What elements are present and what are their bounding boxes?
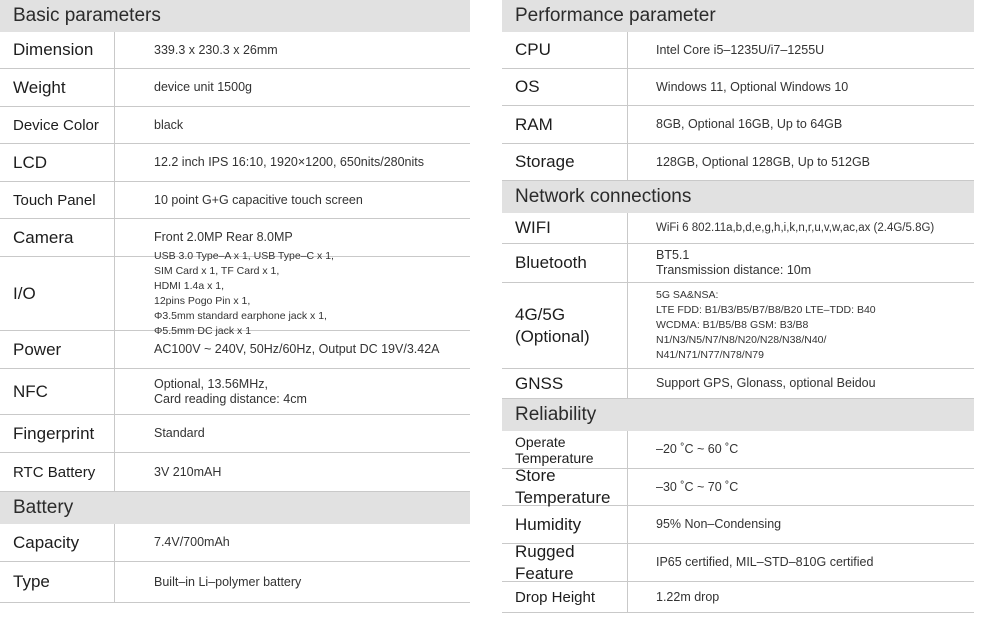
spec-label-line: Power [13,339,62,359]
spec-row [502,369,974,399]
spec-label [0,331,115,368]
spec-value-line: USB 3.0 Type–A x 1, USB Type–C x 1, [154,249,334,262]
spec-value [628,244,811,282]
spec-label [0,562,115,602]
spec-label-line: Temperature [515,488,611,507]
spec-label-line: Feature [515,563,574,583]
spec-value [115,249,334,337]
spec-label-line: CPU [515,40,551,59]
spec-label-line: WIFI [515,218,551,237]
spec-row [502,541,974,583]
spec-label [0,219,115,256]
spec-row [502,213,974,244]
spec-value [628,431,738,468]
spec-label-line: Storage [515,152,575,171]
spec-value [115,69,252,106]
section-header-reliability: Reliability [502,399,974,431]
spec-value [115,562,301,602]
spec-value [628,144,870,180]
spec-label-line: Fingerprint [13,423,95,443]
spec-value-line: 1.22m drop [656,589,720,604]
spec-value-line: Built–in Li–polymer battery [154,574,302,589]
spec-value [628,106,842,143]
spec-label-line: LCD [13,152,48,172]
spec-value-line: 12pins Pogo Pin x 1, [154,294,251,307]
spec-label-line: Capacity [13,532,80,552]
spec-label [502,431,628,468]
spec-value-line: SIM Card x 1, TF Card x 1, [154,264,280,277]
spec-value-line: IP65 certified, MIL–STD–810G certified [656,555,874,569]
spec-row [0,144,470,182]
spec-value [628,544,873,581]
spec-label-line: Humidity [515,514,582,534]
spec-label [502,582,628,612]
spec-label-line: OS [515,77,540,96]
spec-value-line: 95% Non–Condensing [656,517,782,531]
spec-row [502,283,974,369]
spec-label-line: Rugged [515,541,575,561]
section-header-network: Network connections [502,181,974,213]
spec-value [628,506,781,543]
spec-row [502,431,974,469]
section-header-basic: Basic parameters [0,0,470,32]
basic-table [0,32,470,492]
spec-value-line: Φ3.5mm standard earphone jack x 1, [154,309,327,322]
spec-value [115,524,230,561]
spec-label [502,32,628,68]
spec-label [0,107,115,143]
spec-value [115,182,363,218]
spec-label-line: RTC Battery [13,463,96,481]
spec-value [628,69,848,105]
spec-row [0,182,470,219]
spec-value-line: 339.3 x 230.3 x 26mm [154,42,278,57]
spec-label [0,144,115,181]
spec-row [502,582,974,613]
spec-value-line: Optional, 13.56MHz, [154,376,268,391]
spec-label-line: Temperature [515,449,594,466]
spec-label [502,69,628,105]
spec-value-line: HDMI 1.4a x 1, [154,279,225,292]
spec-row [0,331,470,369]
spec-label [502,283,628,368]
network-table [502,213,974,399]
section-header-battery: Battery [0,492,470,524]
spec-value-line: 3V 210mAH [154,464,222,479]
spec-value-line: WiFi 6 802.11a,b,d,e,g,h,i,k,n,r,u,v,w,ac,ax (2.4G/5.8G) [656,221,935,234]
spec-value-line: 8GB, Optional 16GB, Up to 64GB [656,117,843,131]
spec-label-line: Dimension [13,40,94,59]
spec-row [502,69,974,106]
spec-value-line: BT5.1 [656,248,690,262]
spec-label-line: NFC [13,381,48,401]
spec-value-line: 7.4V/700mAh [154,535,230,549]
spec-row [0,415,470,453]
spec-label [0,453,115,491]
spec-value [115,415,205,452]
spec-value-line: Windows 11, Optional Windows 10 [656,79,849,94]
spec-row [0,453,470,492]
spec-value-line: 10 point G+G capacitive touch screen [154,192,363,207]
spec-label [0,69,115,106]
spec-label [502,144,628,180]
performance-table [502,32,974,181]
spec-row [0,562,470,603]
spec-value-line: N41/N71/N77/N78/N79 [656,349,764,361]
spec-value-line: Support GPS, Glonass, optional Beidou [656,376,876,390]
spec-value-line: Standard [154,426,205,440]
spec-label [502,466,628,507]
spec-label [0,32,115,68]
spec-label-line: Operate [515,433,566,450]
spec-label [502,106,628,143]
spec-label-line: Touch Panel [13,191,96,209]
spec-label-line: Camera [13,227,74,247]
spec-row [502,32,974,69]
spec-value-line: black [154,117,184,132]
spec-label-line: GNSS [515,373,564,393]
spec-row [502,466,974,507]
spec-label-line: Type [13,572,50,591]
spec-label [502,541,628,583]
spec-value-line: 12.2 inch IPS 16:10, 1920×1200, 650nits/280nits [154,155,425,169]
spec-value-line: device unit 1500g [154,80,252,94]
spec-row [502,106,974,144]
spec-label [502,369,628,398]
section-header-performance: Performance parameter [502,0,974,32]
spec-label [502,213,628,243]
spec-value-line: WCDMA: B1/B5/B8 GSM: B3/B8 [656,319,809,331]
spec-row [0,249,470,337]
spec-value [115,453,221,491]
spec-label-line: Store [515,466,556,485]
spec-value [115,107,183,143]
spec-label-line: (Optional) [515,326,590,346]
spec-value-line: 5G SA&NSA: [656,289,719,301]
spec-value-line: Card reading distance: 4cm [154,391,307,406]
spec-value-line: 128GB, Optional 128GB, Up to 512GB [656,154,871,169]
spec-value-line: –20 ˚C ~ 60 ˚C [656,442,739,456]
spec-value-line: AC100V ~ 240V, 50Hz/60Hz, Output DC 19V/3.42A [154,342,440,356]
spec-value [115,331,439,368]
battery-table [0,524,470,603]
spec-value [628,469,738,505]
spec-row [0,69,470,107]
spec-value [628,582,719,612]
spec-value [115,144,424,181]
spec-label-line: RAM [515,114,553,134]
spec-label [502,244,628,282]
spec-value [628,213,934,243]
spec-row [502,506,974,544]
spec-value-line: Front 2.0MP Rear 8.0MP [154,230,293,244]
spec-value-line: –30 ˚C ~ 70 ˚C [656,479,739,494]
basic-parameters-column [0,0,470,603]
spec-value [628,283,876,368]
spec-value-line: Transmission distance: 10m [656,263,812,277]
performance-column [502,0,974,613]
spec-label-line: Bluetooth [515,253,587,272]
spec-value-line: Φ5.5mm DC jack x 1 [154,324,252,337]
spec-row [502,144,974,181]
spec-row [502,244,974,283]
spec-label [0,415,115,452]
spec-label [502,506,628,543]
spec-row [0,524,470,562]
spec-value [628,32,824,68]
spec-value-line: Intel Core i5–1235U/i7–1255U [656,42,825,57]
spec-value [115,32,278,68]
spec-label [0,182,115,218]
spec-row [0,32,470,69]
spec-label-line: Device Color [13,116,99,134]
spec-row [0,107,470,144]
spec-value [115,369,307,414]
spec-label-line: Drop Height [515,588,596,606]
reliability-table [502,431,974,613]
spec-label-line: Weight [13,77,66,97]
spec-value-line: LTE FDD: B1/B3/B5/B7/B8/B20 LTE–TDD: B40 [656,304,876,316]
spec-value-line: N1/N3/N5/N7/N8/N20/N28/N38/N40/ [656,334,827,346]
spec-label [0,524,115,561]
spec-value [628,369,876,398]
spec-label-line: I/O [13,283,36,303]
spec-label-line: 4G/5G [515,304,566,324]
spec-row [0,369,470,415]
spec-label [0,369,115,414]
spec-label [0,257,115,330]
